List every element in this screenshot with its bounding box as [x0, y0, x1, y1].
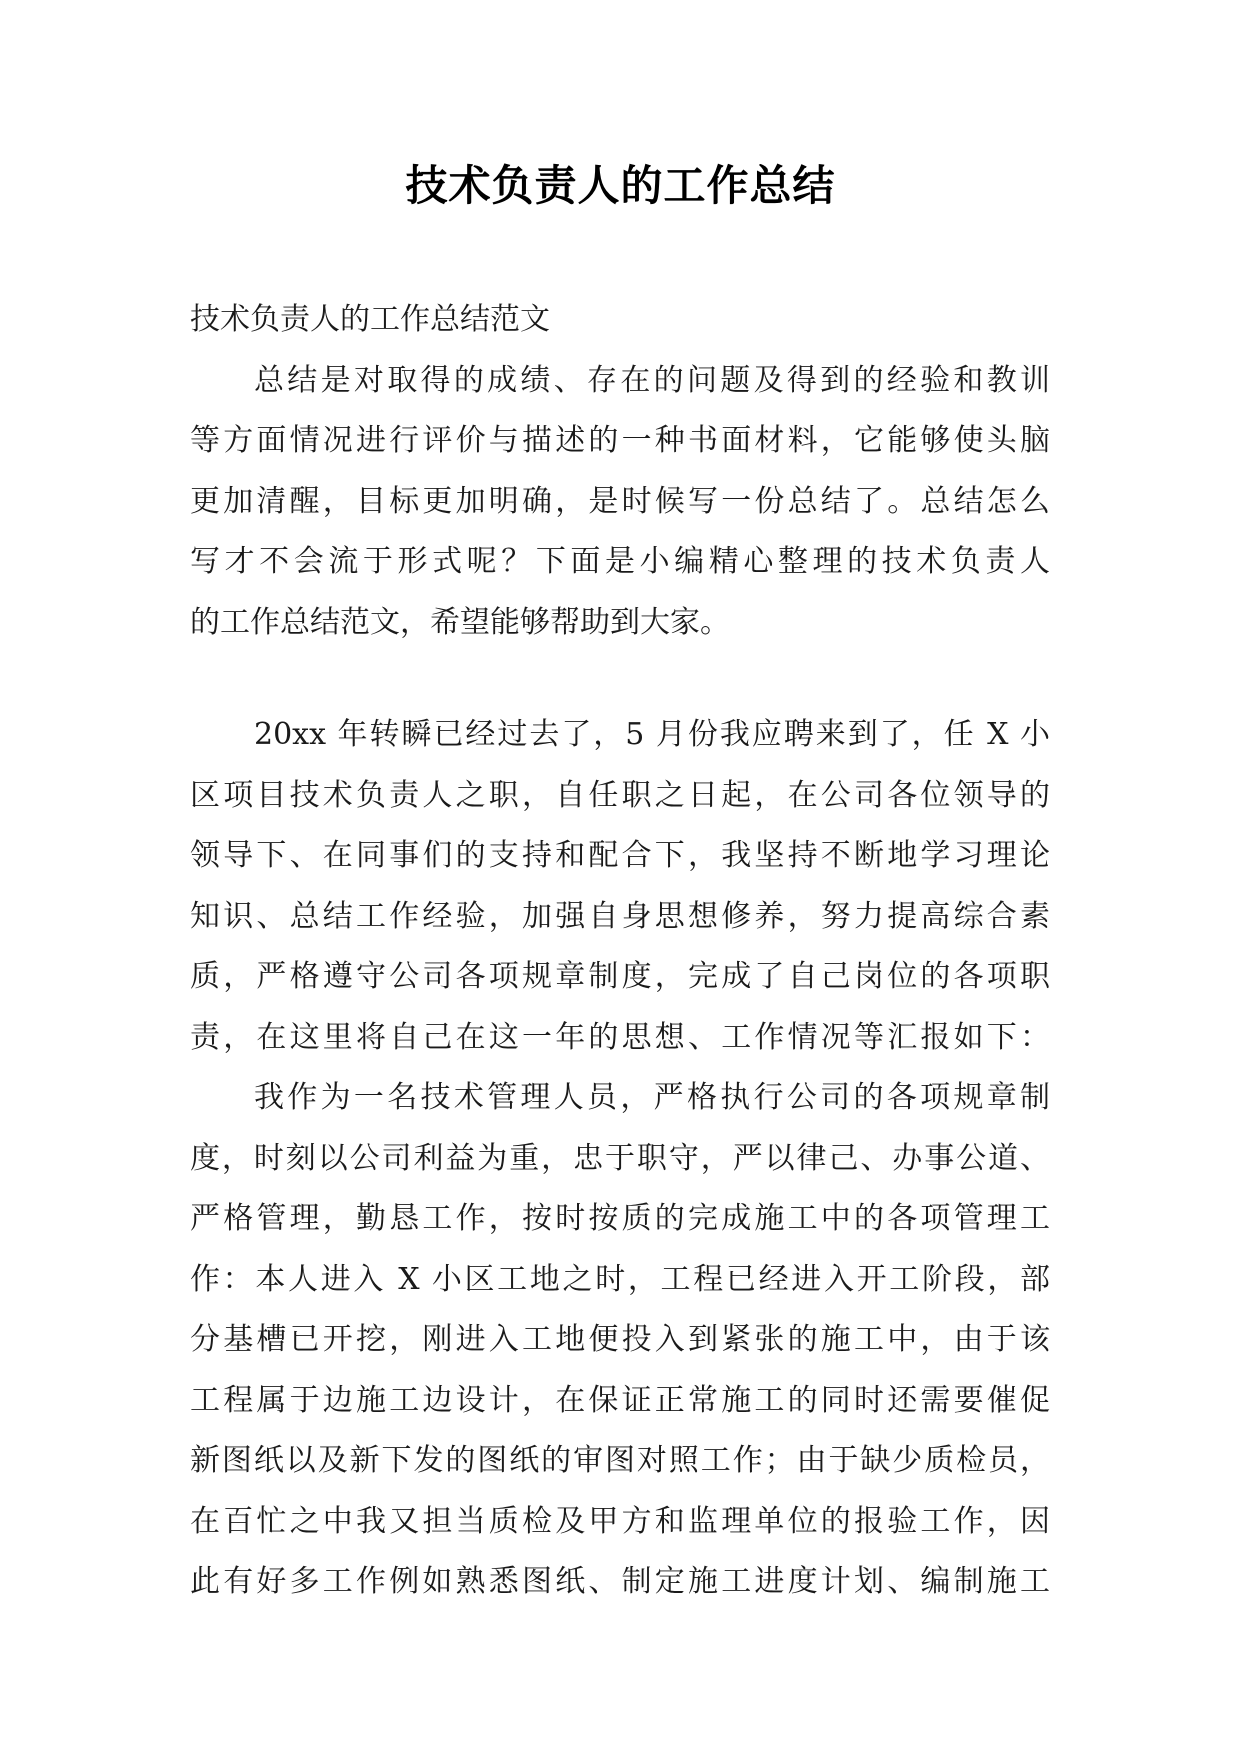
paragraph-line: 等方面情况进行评价与描述的一种书面材料，它能够使头脑 — [190, 423, 1050, 458]
paragraph-gap — [190, 653, 1050, 705]
paragraph-line: 20xx 年转瞬已经过去了，5 月份我应聘来到了，任 X 小 — [254, 717, 1050, 752]
paragraph-line: 责，在这里将自己在这一年的思想、工作情况等汇报如下： — [190, 1019, 1050, 1055]
document-title: 技术负责人的工作总结 — [405, 161, 836, 210]
document-subtitle: 技术负责人的工作总结范文 — [190, 302, 550, 337]
paragraph-line: 的工作总结范文，希望能够帮助到大家。 — [190, 604, 730, 640]
paragraph-line: 总结是对取得的成绩、存在的问题及得到的经验和教训 — [254, 362, 1050, 398]
paragraph-line: 知识、总结工作经验，加强自身思想修养，努力提高综合素 — [190, 898, 1050, 934]
body-paragraph-2 — [190, 1068, 1050, 1613]
paragraph-line: 领导下、在同事们的支持和配合下，我坚持不断地学习理论 — [190, 838, 1050, 873]
paragraph-line: 我作为一名技术管理人员，严格执行公司的各项规章制 — [254, 1080, 1050, 1115]
paragraph-line: 严格管理，勤恳工作，按时按质的完成施工中的各项管理工 — [190, 1201, 1050, 1236]
paragraph-line: 度，时刻以公司利益为重，忠于职守，严以律己、办事公道、 — [190, 1140, 1050, 1176]
paragraph-line: 新图纸以及新下发的图纸的审图对照工作；由于缺少质检员， — [190, 1443, 1050, 1478]
document-body — [190, 290, 1050, 1613]
paragraph-line: 区项目技术负责人之职，自任职之日起，在公司各位领导的 — [190, 777, 1050, 813]
paragraph-line: 在百忙之中我又担当质检及甲方和监理单位的报验工作，因 — [190, 1503, 1050, 1539]
paragraph-line: 分基槽已开挖，刚进入工地便投入到紧张的施工中，由于该 — [190, 1322, 1050, 1357]
intro-paragraph — [190, 351, 1050, 654]
body-paragraph-1 — [190, 705, 1050, 1068]
paragraph-line: 质，严格遵守公司各项规章制度，完成了自己岗位的各项职 — [190, 959, 1050, 994]
paragraph-line: 工程属于边施工边设计，在保证正常施工的同时还需要催促 — [190, 1382, 1050, 1418]
paragraph-line: 此有好多工作例如熟悉图纸、制定施工进度计划、编制施工 — [190, 1564, 1050, 1599]
paragraph-line: 更加清醒，目标更加明确，是时候写一份总结了。总结怎么 — [190, 483, 1050, 519]
paragraph-line: 作：本人进入 X 小区工地之时，工程已经进入开工阶段，部 — [190, 1261, 1050, 1297]
paragraph-line: 写才不会流于形式呢？下面是小编精心整理的技术负责人 — [190, 544, 1050, 579]
